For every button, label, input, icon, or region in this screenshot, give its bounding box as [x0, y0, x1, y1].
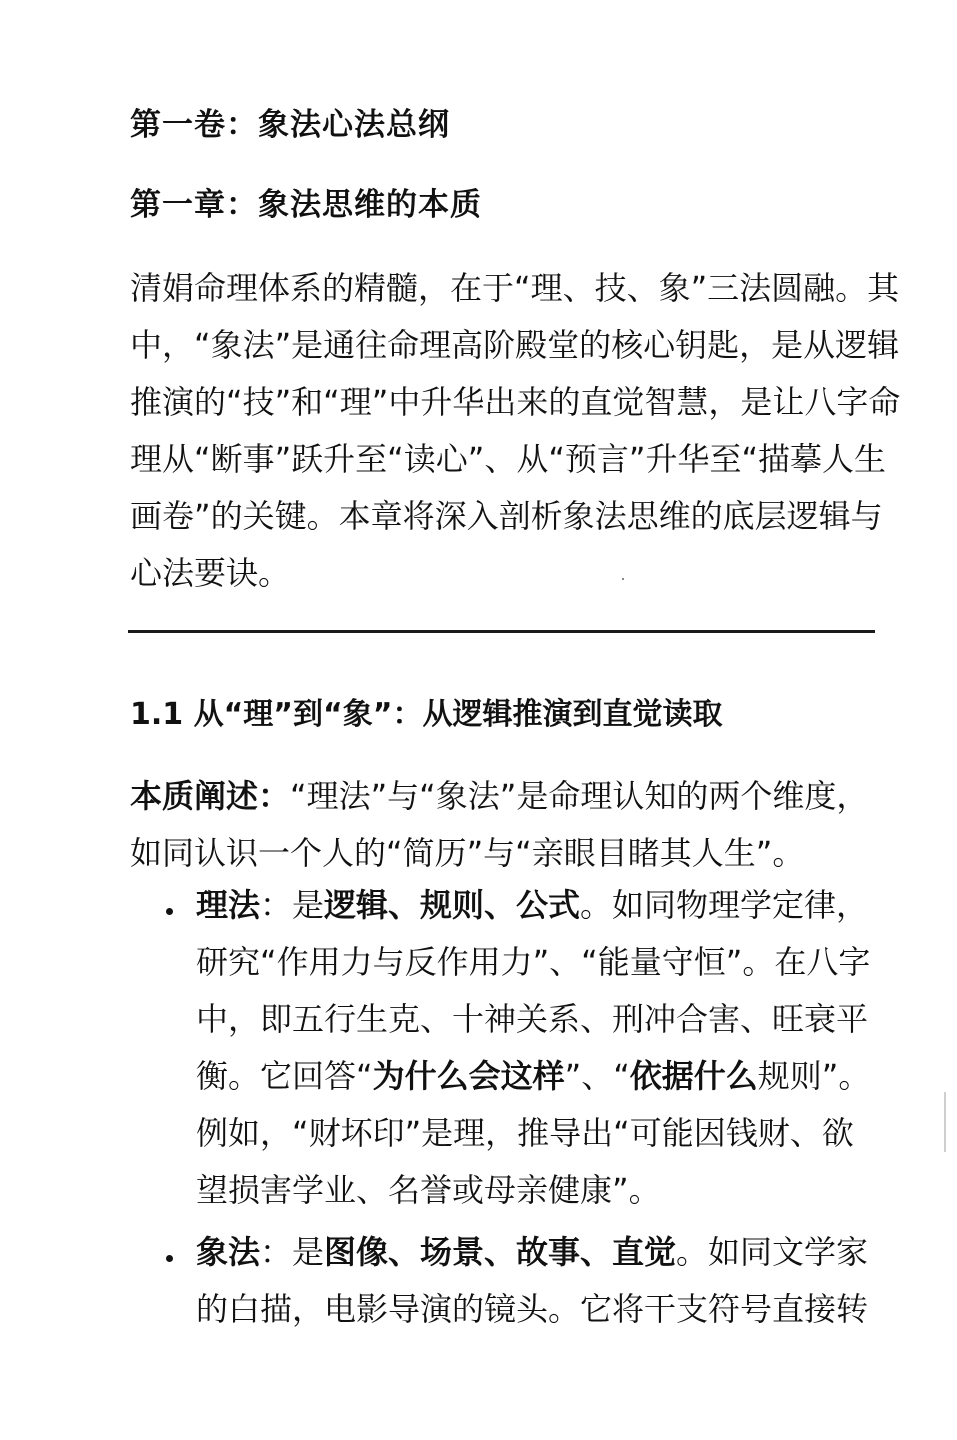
- bullet-xiang-fa: [130, 1224, 890, 1338]
- bullet-emphasis: 依据什么: [629, 1057, 758, 1095]
- bullet-line: [196, 877, 890, 934]
- print-speck: [622, 578, 624, 580]
- essence-label: 本质阐述：: [130, 777, 291, 815]
- bullet-term: 理法: [196, 886, 261, 924]
- section-title: 1.1 从“理”到“象”：从逻辑推演到直觉读取: [130, 697, 723, 732]
- essence-line: [130, 768, 890, 825]
- bullet-text: 规则”。: [757, 1057, 871, 1095]
- bullet-line: 例如，“财坏印”是理，推导出“可能因钱财、欲: [196, 1114, 854, 1152]
- bullet-colon: ：是: [260, 1233, 325, 1271]
- essence-line: 如同认识一个人的“简历”与“亲眼目睹其人生”。: [130, 834, 805, 872]
- bullet-keywords: 逻辑、规则、公式: [324, 886, 581, 924]
- intro-line: 心法要诀。: [130, 554, 291, 592]
- volume-title: 第一卷：象法心法总纲: [130, 107, 450, 143]
- bullet-dot-icon: [166, 1255, 173, 1262]
- intro-paragraph: [130, 260, 901, 602]
- bullet-emphasis: 为什么会这样: [372, 1057, 565, 1095]
- bullet-line: [196, 1048, 890, 1105]
- intro-line: 画卷”的关键。本章将深入剖析象法思维的底层逻辑与: [130, 497, 883, 535]
- bullet-text: ”、“: [564, 1057, 630, 1095]
- bullet-keywords: 图像、场景、故事、直觉: [324, 1233, 677, 1271]
- intro-line: 清娟命理体系的精髓，在于“理、技、象”三法圆融。其: [130, 269, 900, 307]
- intro-line: 理从“断事”跃升至“读心”、从“预言”升华至“描摹人生: [130, 440, 887, 478]
- bullet-dot-icon: [166, 908, 173, 915]
- bullet-line: 研究“作用力与反作用力”、“能量守恒”。在八字: [196, 943, 871, 981]
- bullet-line: 的白描，电影导演的镜头。它将干支符号直接转: [196, 1290, 869, 1328]
- bullet-line: 望损害学业、名誉或母亲健康”。: [196, 1171, 661, 1209]
- bullet-term: 象法: [196, 1233, 261, 1271]
- scan-edge-mark: [944, 1092, 946, 1152]
- bullet-colon: ：是: [260, 886, 325, 924]
- bullet-text: 。如同文学家: [676, 1233, 869, 1271]
- chapter-title: 第一章：象法思维的本质: [130, 187, 482, 223]
- bullet-text: 衡。它回答“: [196, 1057, 373, 1095]
- bullet-line: 中，即五行生克、十神关系、刑冲合害、旺衰平: [196, 1000, 869, 1038]
- intro-line: 推演的“技”和“理”中升华出来的直觉智慧，是让八字命: [130, 383, 901, 421]
- essence-text: “理法”与“象法”是命理认知的两个维度，: [290, 777, 869, 815]
- bullet-line: [196, 1224, 890, 1281]
- bullet-text: 。如同物理学定律，: [580, 886, 869, 924]
- section-divider: [128, 630, 875, 633]
- bullet-list: [130, 877, 890, 1343]
- intro-line: 中，“象法”是通往命理高阶殿堂的核心钥匙，是从逻辑: [130, 326, 900, 364]
- essence-paragraph: [130, 768, 890, 882]
- bullet-li-fa: [130, 877, 890, 1219]
